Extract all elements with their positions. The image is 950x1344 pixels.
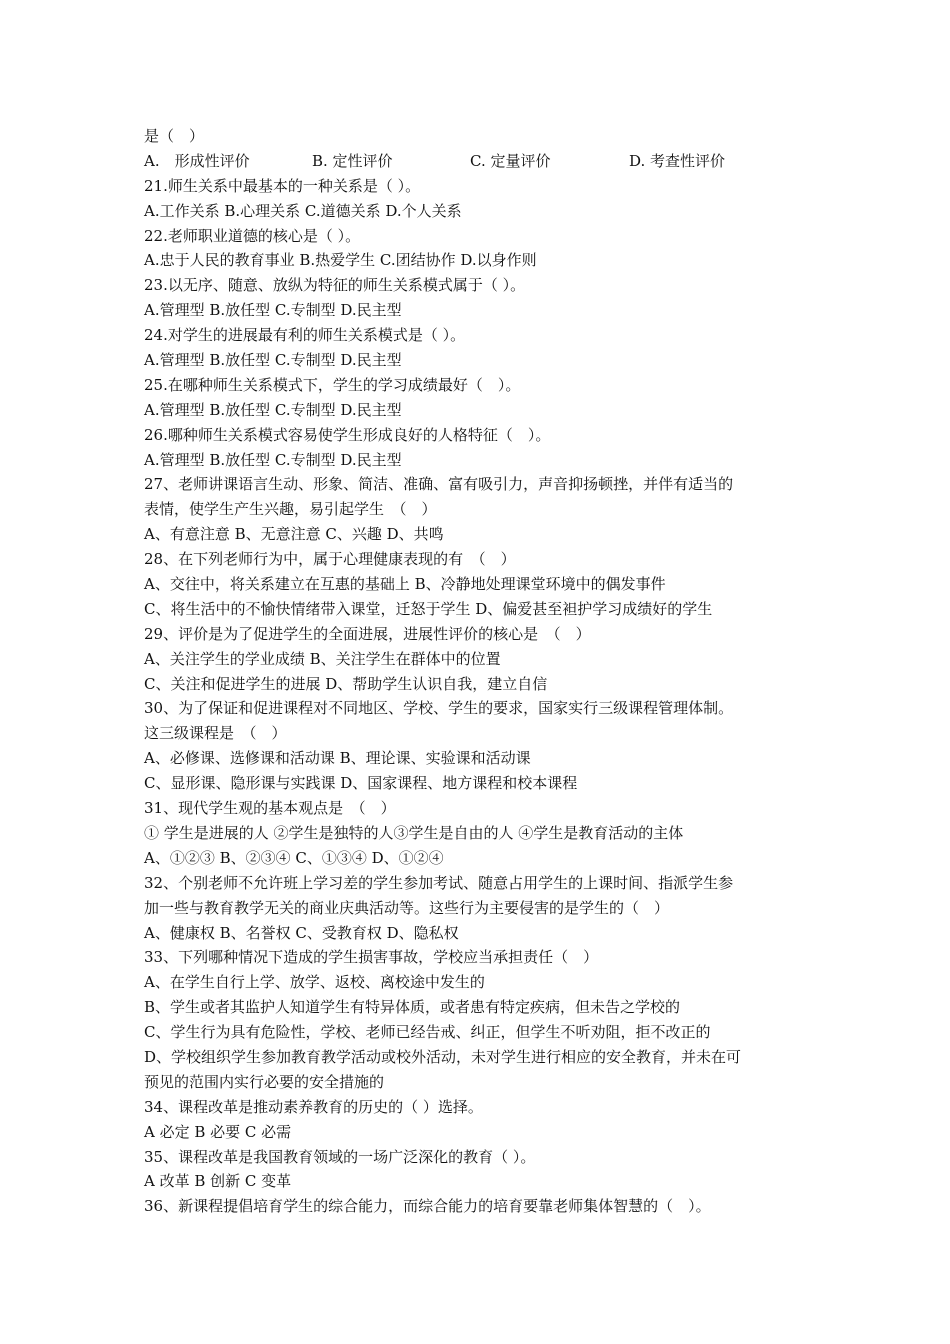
text-line: 35、课程改革是我国教育领域的一场广泛深化的教育（ ）。: [144, 1147, 536, 1166]
text-line: D、学校组织学生参加教育教学活动或校外活动，未对学生进行相应的安全教育，并未在可: [144, 1047, 742, 1066]
text-line: C、显形课、隐形课与实践课 D、国家课程、地方课程和校本课程: [144, 774, 578, 793]
text-line: 32、个别老师不允许班上学习差的学生参加考试、随意占用学生的上课时间、指派学生参: [144, 873, 734, 892]
text-line: A.管理型 B.放任型 C.专制型 D.民主型: [144, 450, 402, 469]
text-line: A、①②③ B、②③④ C、①③④ D、①②④: [144, 848, 444, 867]
text-line: 34、课程改革是推动素养教育的历史的（ ）选择。: [144, 1097, 483, 1116]
text-line: A.忠于人民的教育事业 B.热爱学生 C.团结协作 D.以身作则: [144, 251, 537, 270]
text-line: A.管理型 B.放任型 C.专制型 D.民主型: [144, 351, 402, 370]
text-line: 是（ ）: [144, 127, 205, 145]
text-line: 预见的范围内实行必要的安全措施的: [144, 1072, 385, 1091]
text-line: 23.以无序、随意、放纵为特征的师生关系模式属于（ ）。: [144, 276, 526, 295]
text-line: 28、在下列老师行为中，属于心理健康表现的有 （ ）: [144, 550, 516, 569]
text-line: 21.师生关系中最基本的一种关系是（ ）。: [144, 176, 421, 195]
text-line: 加一些与教育教学无关的商业庆典活动等。这些行为主要侵害的是学生的（ ）: [144, 898, 670, 917]
text-line: A、健康权 B、名誉权 C、受教育权 D、隐私权: [144, 923, 459, 942]
text-line: 30、为了保证和促进课程对不同地区、学校、学生的要求，国家实行三级课程管理体制。: [144, 699, 734, 718]
text-line: A、在学生自行上学、放学、返校、离校途中发生的: [144, 973, 485, 992]
text-line: A.管理型 B.放任型 C.专制型 D.民主型: [144, 400, 402, 419]
text-line: 31、现代学生观的基本观点是 （ ）: [144, 799, 396, 818]
text-line: 表情，使学生产生兴趣，易引起学生 （ ）: [144, 500, 437, 519]
text-line: 36、新课程提倡培育学生的综合能力，而综合能力的培育要靠老师集体智慧的（ ）。: [144, 1197, 711, 1216]
option-a: A. 形成性评价: [144, 151, 250, 170]
text-line: A.管理型 B.放任型 C.专制型 D.民主型: [144, 301, 402, 320]
option-c: C. 定量评价: [470, 151, 551, 170]
text-line: 这三级课程是 （ ）: [144, 724, 287, 743]
text-line: 27、老师讲课语言生动、形象、简洁、准确、富有吸引力，声音抑扬顿挫，并伴有适当的: [144, 475, 734, 494]
text-line: 25.在哪种师生关系模式下，学生的学习成绩最好（ ）。: [144, 375, 521, 394]
text-line: 29、评价是为了促进学生的全面进展，进展性评价的核心是 （ ）: [144, 624, 591, 643]
text-line: A、有意注意 B、无意注意 C、兴趣 D、共鸣: [144, 525, 444, 544]
text-line: C、关注和促进学生的进展 D、帮助学生认识自我，建立自信: [144, 674, 548, 693]
q20-options-row: [144, 149, 824, 174]
document-body: [144, 124, 824, 1219]
text-line: C、学生行为具有危险性，学校、老师已经告戒、纠正，但学生不听劝阻，拒不改正的: [144, 1023, 711, 1042]
text-line: A、交往中，将关系建立在互惠的基础上 B、冷静地处理课堂环境中的偶发事件: [144, 575, 666, 594]
text-line: B、学生或者其监护人知道学生有特异体质，或者患有特定疾病，但未告之学校的: [144, 998, 681, 1017]
text-line: 26.哪种师生关系模式容易使学生形成良好的人格特征（ ）。: [144, 425, 551, 444]
text-line: ① 学生是进展的人 ②学生是独特的人③学生是自由的人 ④学生是教育活动的主体: [144, 823, 684, 842]
text-line: 33、下列哪种情况下造成的学生损害事故，学校应当承担责任（ ）: [144, 948, 599, 967]
text-line: A.工作关系 B.心理关系 C.道德关系 D.个人关系: [144, 201, 462, 220]
text-line: A、关注学生的学业成绩 B、关注学生在群体中的位置: [144, 649, 501, 668]
text-line: 24.对学生的进展最有利的师生关系模式是（ ）。: [144, 326, 466, 345]
text-line: A 必定 B 必要 C 必需: [144, 1122, 292, 1141]
text-line: A、必修课、选修课和活动课 B、理论课、实验课和活动课: [144, 749, 531, 768]
text-line: C、将生活中的不愉快情绪带入课堂，迁怒于学生 D、偏爱甚至袒护学习成绩好的学生: [144, 599, 713, 618]
text-line: A 改革 B 创新 C 变革: [144, 1172, 292, 1191]
option-b: B. 定性评价: [312, 151, 393, 170]
text-line: 22.老师职业道德的核心是（ ）。: [144, 226, 361, 245]
option-d: D. 考查性评价: [629, 151, 726, 170]
